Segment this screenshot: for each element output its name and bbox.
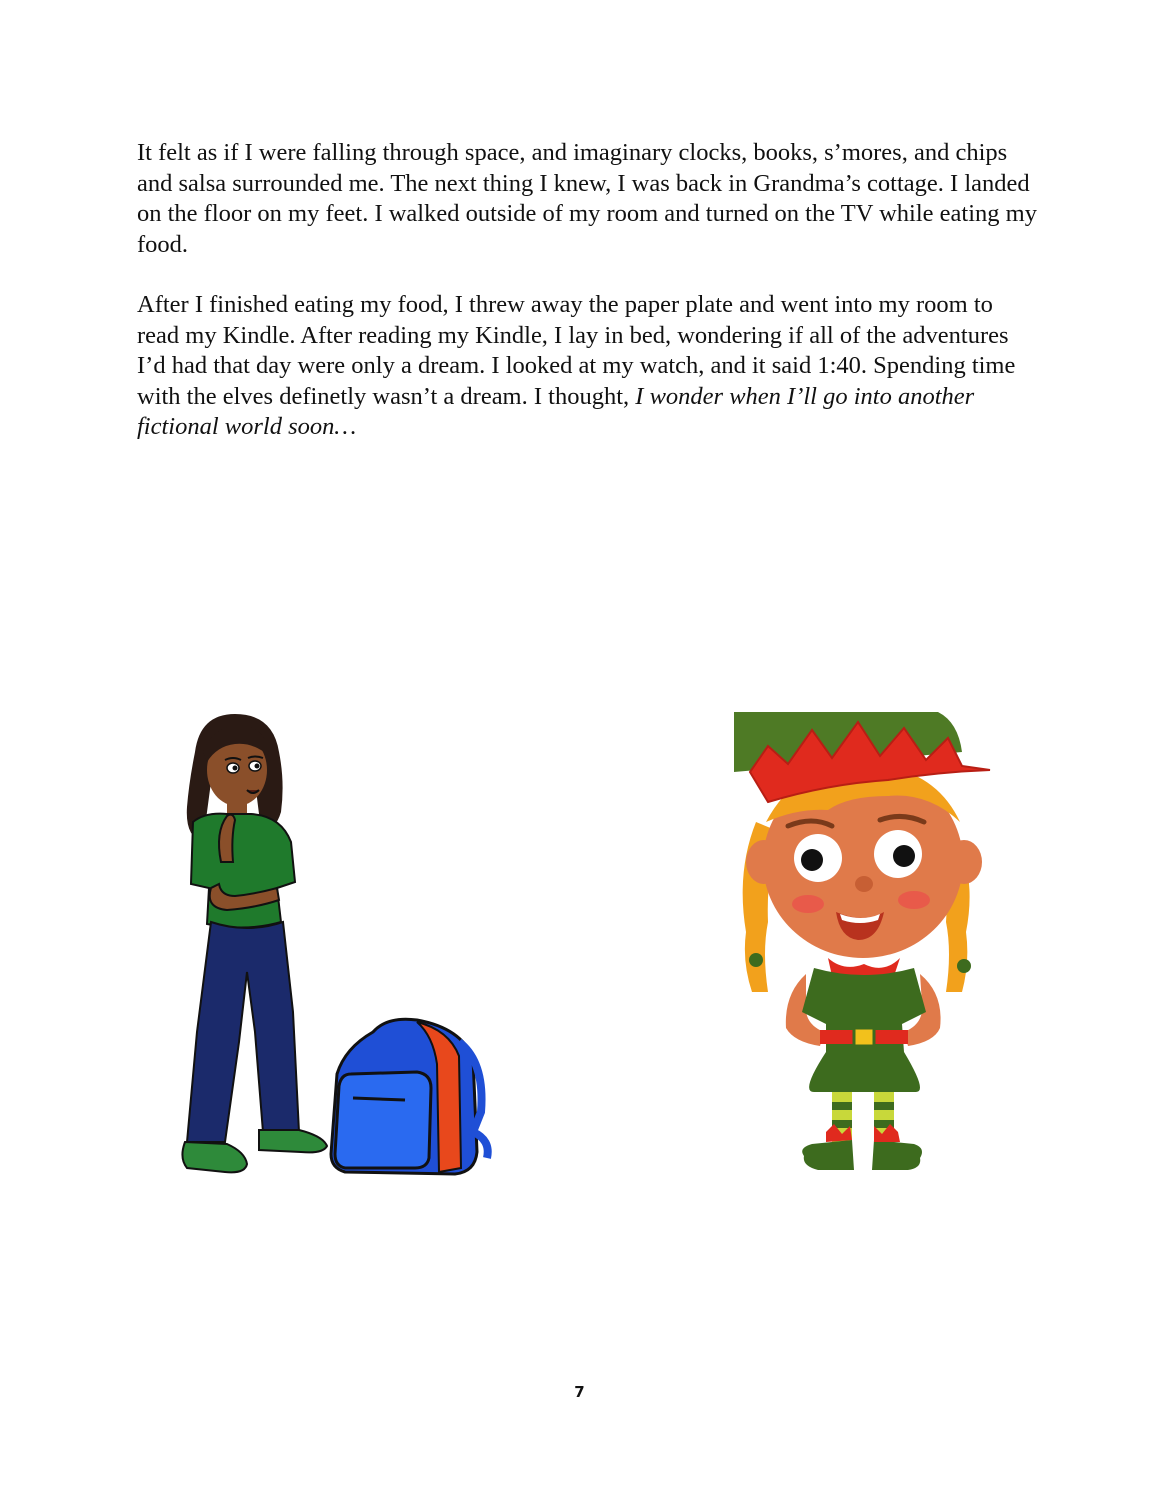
story-paragraph-1: It felt as if I were falling through space, and imaginary clocks, books, s’mores, and chips and salsa surrounded me. The next thing I knew, I was back in Grandma’s cottage. I landed on the floor on my feet. I walked outside of my room and turned on the TV while eating my food. [137, 139, 1037, 258]
girl-with-backpack-illustration [155, 712, 495, 1182]
page-number: 7 [574, 1383, 585, 1401]
paragraph-2-text: After I finished eating my food, I threw away the paper plate and went into my room to read my Kindle. After reading my Kindle, I lay in bed, wondering if all of the adventures I’d had that day were only a dream. I looked at my watch, and it said 1:40. Spending time with the elves definetly wasn’t a dream. I thought, [137, 291, 1016, 410]
paragraph-2-italic-thought: I wonder when I’ll go into another fictional world soon… [137, 382, 975, 440]
elf-girl-illustration [728, 712, 1003, 1177]
story-paragraph-2 [137, 290, 1037, 443]
